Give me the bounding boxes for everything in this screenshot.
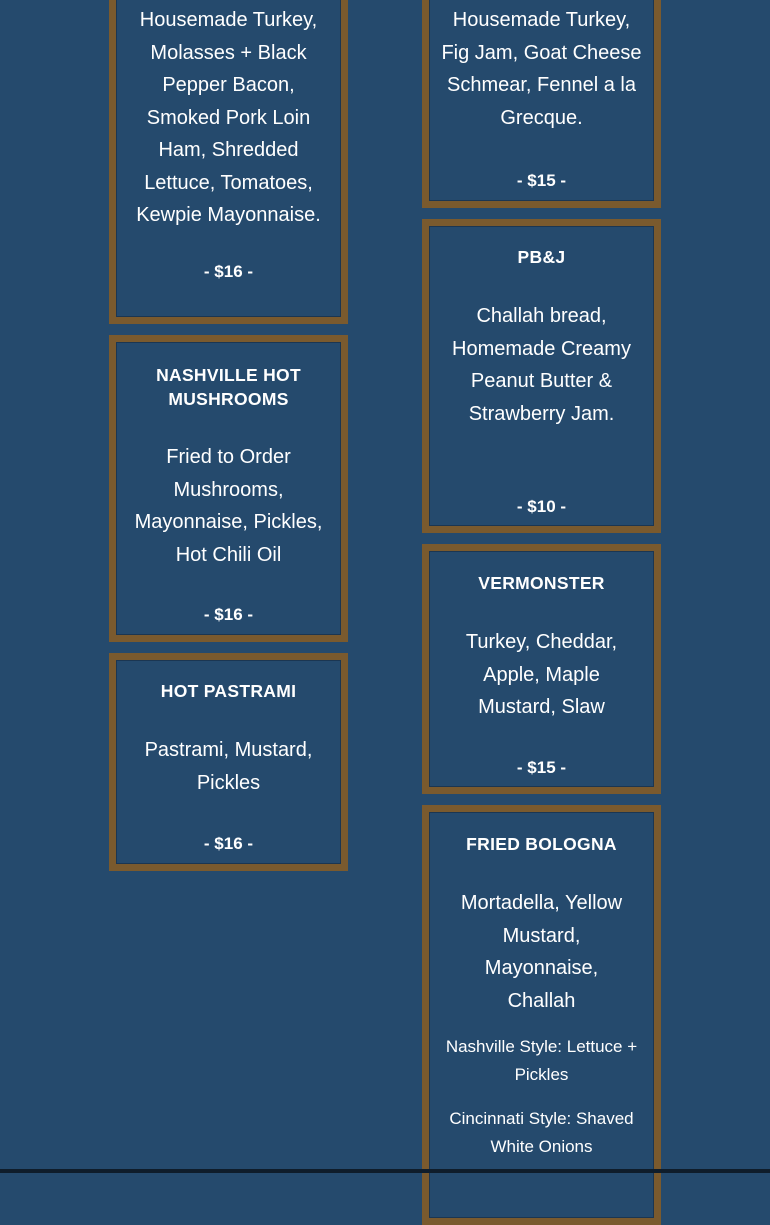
- menu-card-pbj: [422, 219, 661, 533]
- menu-item-price: - $15 -: [516, 758, 567, 777]
- menu-item-title: FRIED BOLOGNA: [466, 834, 617, 854]
- menu-item-price: - $16 -: [203, 262, 254, 281]
- bottom-divider: [0, 1169, 770, 1173]
- menu-item-title: PB&J: [517, 247, 566, 267]
- menu-item-description: Turkey, Cheddar, Apple, Maple Mustard, Slaw: [465, 631, 618, 718]
- menu-item-title: HOT PASTRAMI: [160, 681, 297, 701]
- menu-item-description: Fried to Order Mushrooms, Mayonnaise, Pickles, Hot Chili Oil: [134, 446, 323, 566]
- menu-item-description: Challah bread, Homemade Creamy Peanut Butter & Strawberry Jam.: [452, 305, 631, 425]
- menu-card-fried-bologna: [422, 805, 661, 1225]
- menu-card-vermonster: [422, 544, 661, 794]
- menu-item-note: Cincinnati Style: Shaved White Onions: [449, 1109, 634, 1156]
- menu-card-nashville-hot-mushrooms: [109, 335, 348, 642]
- menu-item-description: Housemade Turkey, Molasses + Black Pepper Bacon, Smoked Pork Loin Ham, Shredded Lettuce, Tomatoes, Kewpie Mayonnaise.: [136, 9, 321, 226]
- menu-item-price: - $16 -: [203, 834, 254, 853]
- menu-item-price: - $16 -: [203, 605, 254, 624]
- menu-card-hot-pastrami: [109, 653, 348, 871]
- menu-card-turkey-club: [109, 0, 348, 324]
- menu-item-title: VERMONSTER: [478, 573, 605, 593]
- menu-item-price: - $10 -: [516, 497, 567, 516]
- menu-item-description: Mortadella, Yellow Mustard, Mayonnaise, Challah: [460, 892, 623, 1012]
- menu-item-title: NASHVILLE HOT MUSHROOMS: [156, 365, 301, 409]
- menu-item-note: Nashville Style: Lettuce + Pickles: [445, 1037, 638, 1084]
- menu-item-description: Housemade Turkey, Fig Jam, Goat Cheese Schmear, Fennel a la Grecque.: [441, 9, 642, 129]
- menu-item-price: - $15 -: [516, 171, 567, 190]
- menu-card-turkey-fig: [422, 0, 661, 208]
- menu-item-description: Pastrami, Mustard, Pickles: [144, 739, 313, 794]
